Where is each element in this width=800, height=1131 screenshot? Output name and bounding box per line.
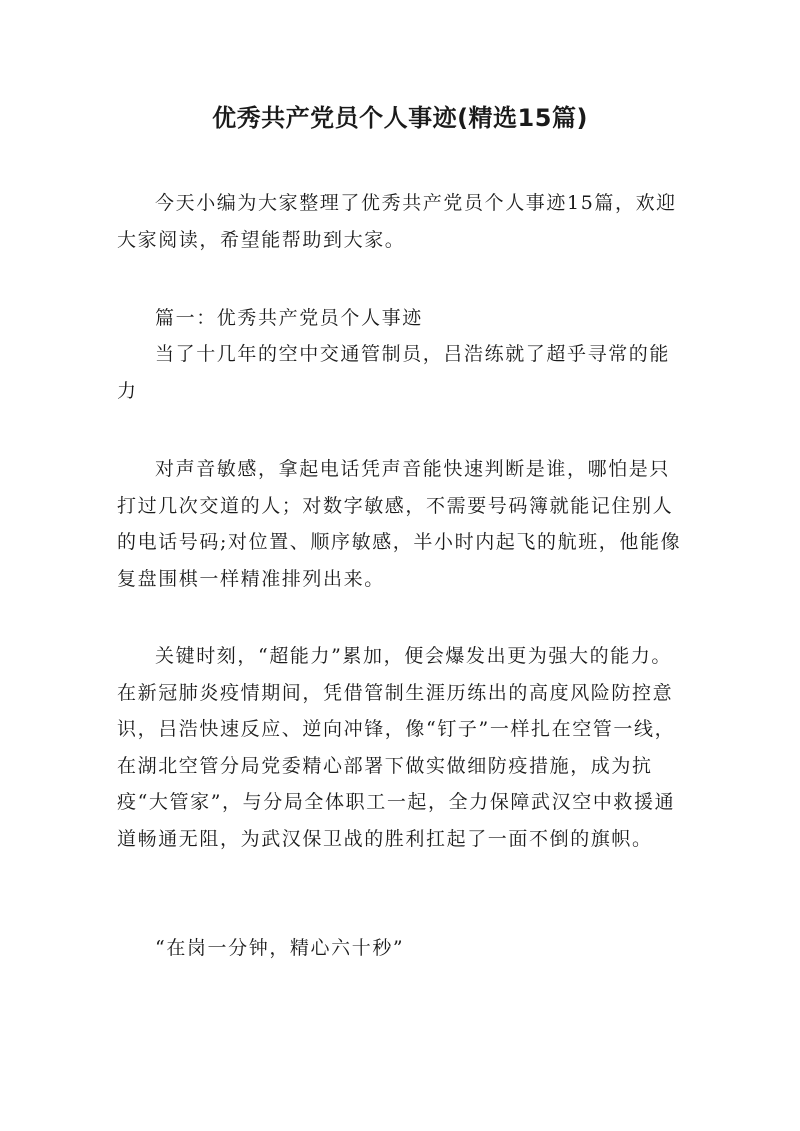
- body-paragraph: 关键时刻，“超能力”累加，便会爆发出更为强大的能力。在新冠肺炎疫情期间，凭借管制生涯历练出的高度风险防控意识，吕浩快速反应、逆向冲锋，像“钉子”一样扎在空管一线，在湖北空管分局党委精心部署下做实做细防疫措施，成为抗疫“大管家”，与分局全体职工一起，全力保障武汉空中救援通道畅通无阻，为武汉保卫战的胜利扛起了一面不倒的旗帜。: [117, 645, 676, 850]
- body-paragraph: 当了十几年的空中交通管制员，吕浩练就了超乎寻常的能力: [117, 343, 671, 402]
- document-title: 优秀共产党员个人事迹(精选15篇): [212, 104, 588, 132]
- intro-paragraph: 今天小编为大家整理了优秀共产党员个人事迹15篇，欢迎大家阅读，希望能帮助到大家。: [117, 192, 677, 251]
- quote-paragraph: “在岗一分钟，精心六十秒”: [155, 937, 405, 959]
- section-heading: 篇一：优秀共产党员个人事迹: [155, 307, 423, 329]
- body-paragraph: 对声音敏感，拿起电话凭声音能快速判断是谁，哪怕是只打过几次交道的人；对数字敏感，不需要号码簿就能记住别人的电话号码;对位置、顺序敏感，半小时内起飞的航班，他能像复盘围棋一样精准排列出来。: [117, 458, 682, 590]
